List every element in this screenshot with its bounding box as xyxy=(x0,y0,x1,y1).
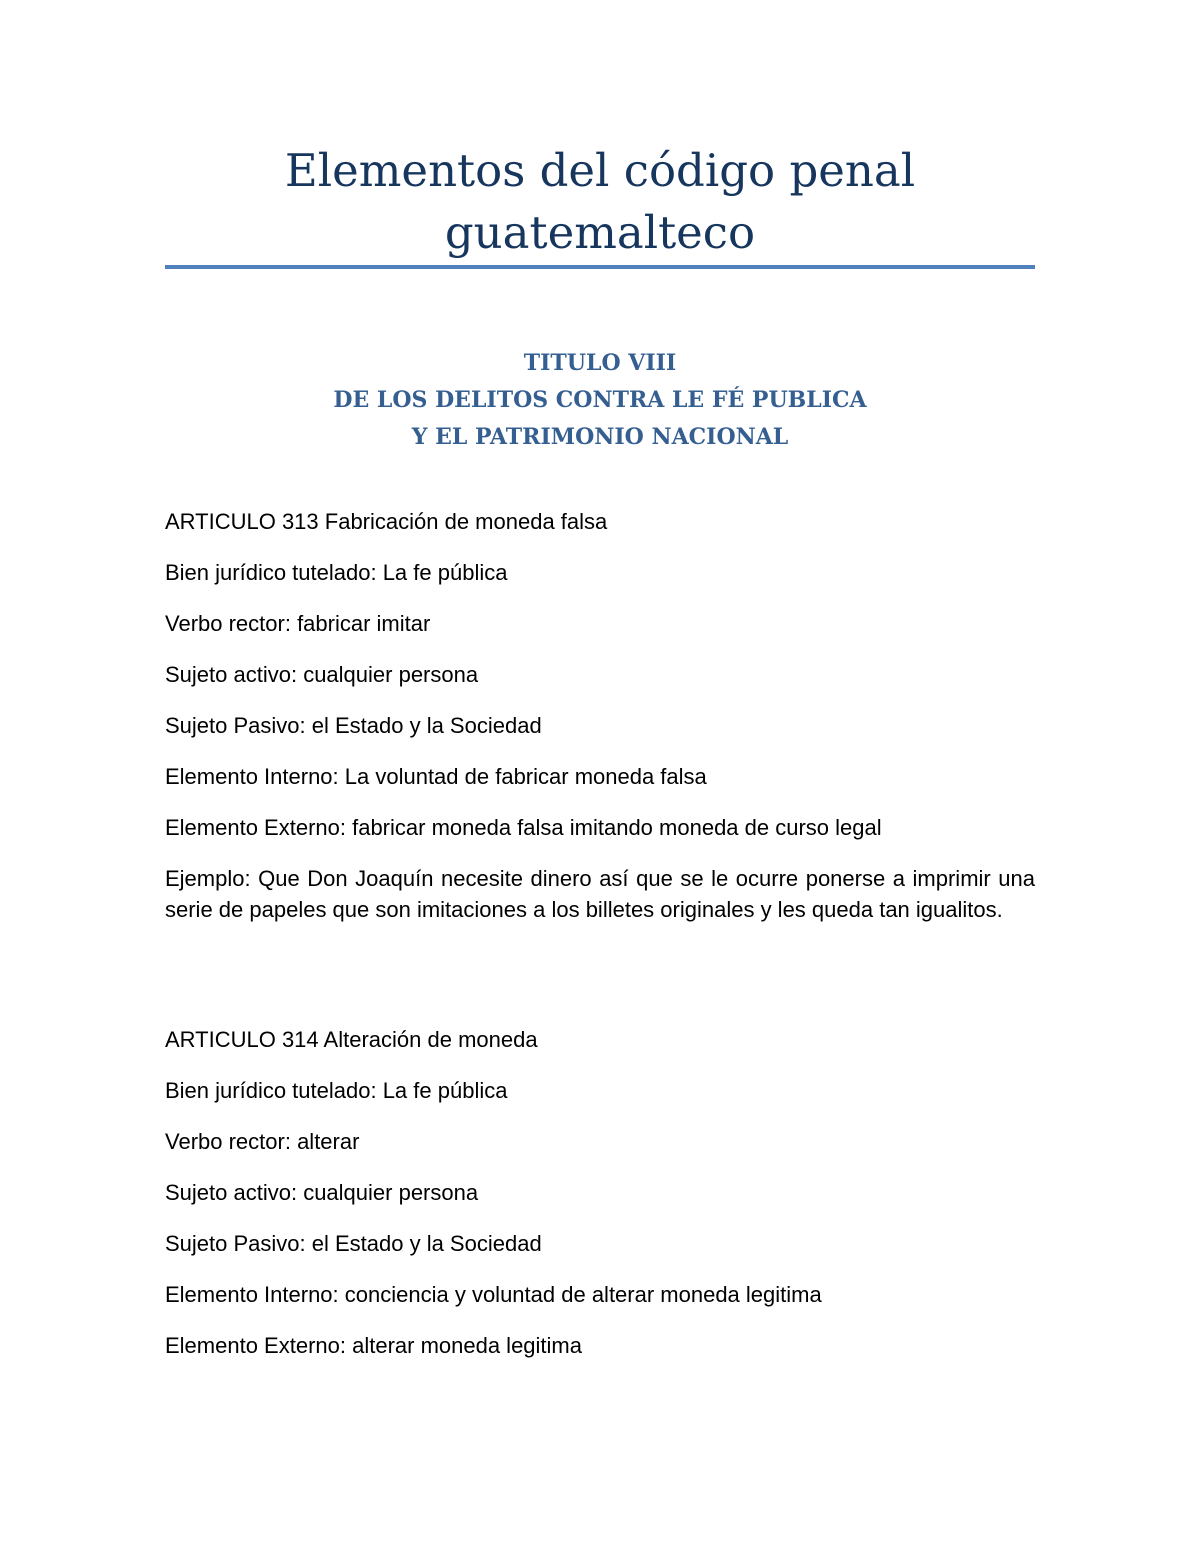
bien-juridico: Bien jurídico tutelado: La fe pública xyxy=(165,560,508,585)
elemento-interno: Elemento Interno: conciencia y voluntad de alterar moneda legitima xyxy=(165,1282,822,1307)
article-314 xyxy=(165,1024,1035,1381)
article-313 xyxy=(165,506,1035,945)
section-heading-line-3: Y EL PATRIMONIO NACIONAL xyxy=(411,424,789,450)
verbo-rector: Verbo rector: alterar xyxy=(165,1129,360,1154)
sujeto-activo: Sujeto activo: cualquier persona xyxy=(165,1180,479,1205)
elemento-externo: Elemento Externo: alterar moneda legitima xyxy=(165,1333,582,1358)
article-header: ARTICULO 313 Fabricación de moneda falsa xyxy=(165,509,608,534)
document-title-line-1: Elementos del código penal xyxy=(284,144,916,197)
verbo-rector: Verbo rector: fabricar imitar xyxy=(165,611,431,636)
section-heading xyxy=(165,345,1035,456)
section-heading-line-1: TITULO VIII xyxy=(523,350,677,376)
bien-juridico: Bien jurídico tutelado: La fe pública xyxy=(165,1078,508,1103)
sujeto-pasivo: Sujeto Pasivo: el Estado y la Sociedad xyxy=(165,713,542,738)
title-underline-divider xyxy=(165,265,1035,269)
elemento-externo: Elemento Externo: fabricar moneda falsa imitando moneda de curso legal xyxy=(165,815,882,840)
sujeto-pasivo: Sujeto Pasivo: el Estado y la Sociedad xyxy=(165,1231,542,1256)
section-heading-line-2: DE LOS DELITOS CONTRA LE FÉ PUBLICA xyxy=(333,387,867,413)
document-title xyxy=(165,140,1035,264)
sujeto-activo: Sujeto activo: cualquier persona xyxy=(165,662,479,687)
ejemplo-paragraph: Ejemplo: Que Don Joaquín necesite dinero así que se le ocurre ponerse a imprimir una serie de papeles que son imitaciones a los billetes originales y les queda tan igualitos. xyxy=(165,866,1035,922)
document-title-line-2: guatemalteco xyxy=(444,206,756,259)
article-header: ARTICULO 314 Alteración de moneda xyxy=(165,1027,538,1052)
elemento-interno: Elemento Interno: La voluntad de fabricar moneda falsa xyxy=(165,764,707,789)
